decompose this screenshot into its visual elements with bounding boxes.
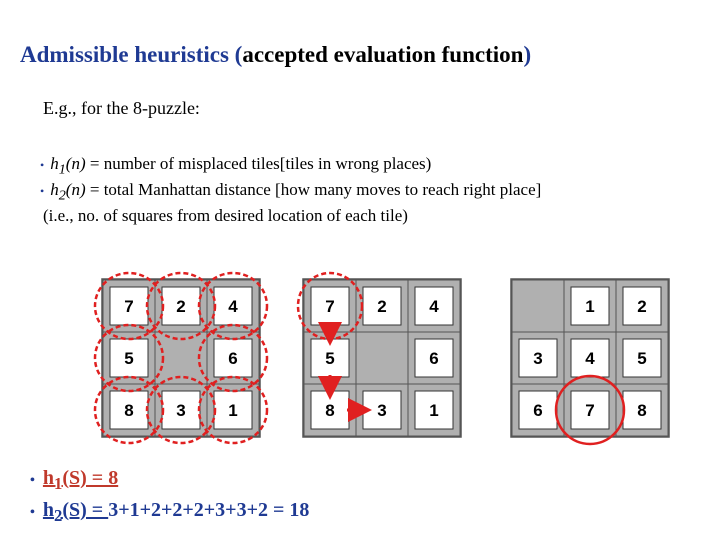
example-intro: E.g., for the 8-puzzle: [43,98,200,118]
bullet-icon: • [30,473,35,488]
continuation-text: (i.e., no. of squares from desired location of each tile) [43,206,408,225]
bullet-icon: • [30,505,35,520]
tile-number: 6 [533,401,543,420]
title-part-1: Admissible heuristics ( [20,42,243,67]
title-part-3: ) [523,42,532,67]
board-start-state [102,279,260,437]
result-h1: • $h_1(S) = 8$ [30,467,119,493]
tile-number: 3 [176,401,186,420]
tile-number: 5 [637,349,647,368]
board-manhattan-example [303,279,461,437]
bullet-icon: • [40,158,45,172]
board-goal-state [511,279,669,437]
tile-number: 1 [585,297,595,316]
tile-number: 2 [377,297,387,316]
tile-number: 2 [637,297,647,316]
tile-number: 7 [585,401,595,420]
result-h2: • $h_2(S) = 3+1+2+2+2+3+3+2 = 18$ [30,499,310,525]
tile-number: 4 [228,297,238,316]
tile-number: 5 [124,349,134,368]
tile-number: 5 [325,349,335,368]
board-cell [512,280,564,332]
tile-number: 7 [124,297,134,316]
bullet-h2: • $h_2(n)$ = total Manhattan distance [how many moves to reach right place] [40,180,542,204]
title-part-2: accepted evaluation function [242,42,524,67]
tile-number: 1 [228,401,238,420]
tile-number: 6 [228,349,238,368]
tile-number: 4 [429,297,439,316]
tile-number: 2 [176,297,186,316]
tile-number: 3 [533,349,543,368]
tile-number: 7 [325,297,335,316]
board-cell [356,332,408,384]
bullet-icon: • [40,184,45,198]
bullet-h1: • $h_1(n)$ = number of misplaced tiles[tiles in wrong places) [40,154,432,178]
tile-number: 8 [325,401,335,420]
tile-number: 3 [377,401,387,420]
tile-number: 8 [124,401,134,420]
tile-number: 4 [585,349,595,368]
tile-number: 6 [429,349,439,368]
tile-number: 1 [429,401,439,420]
tile-number: 8 [637,401,647,420]
